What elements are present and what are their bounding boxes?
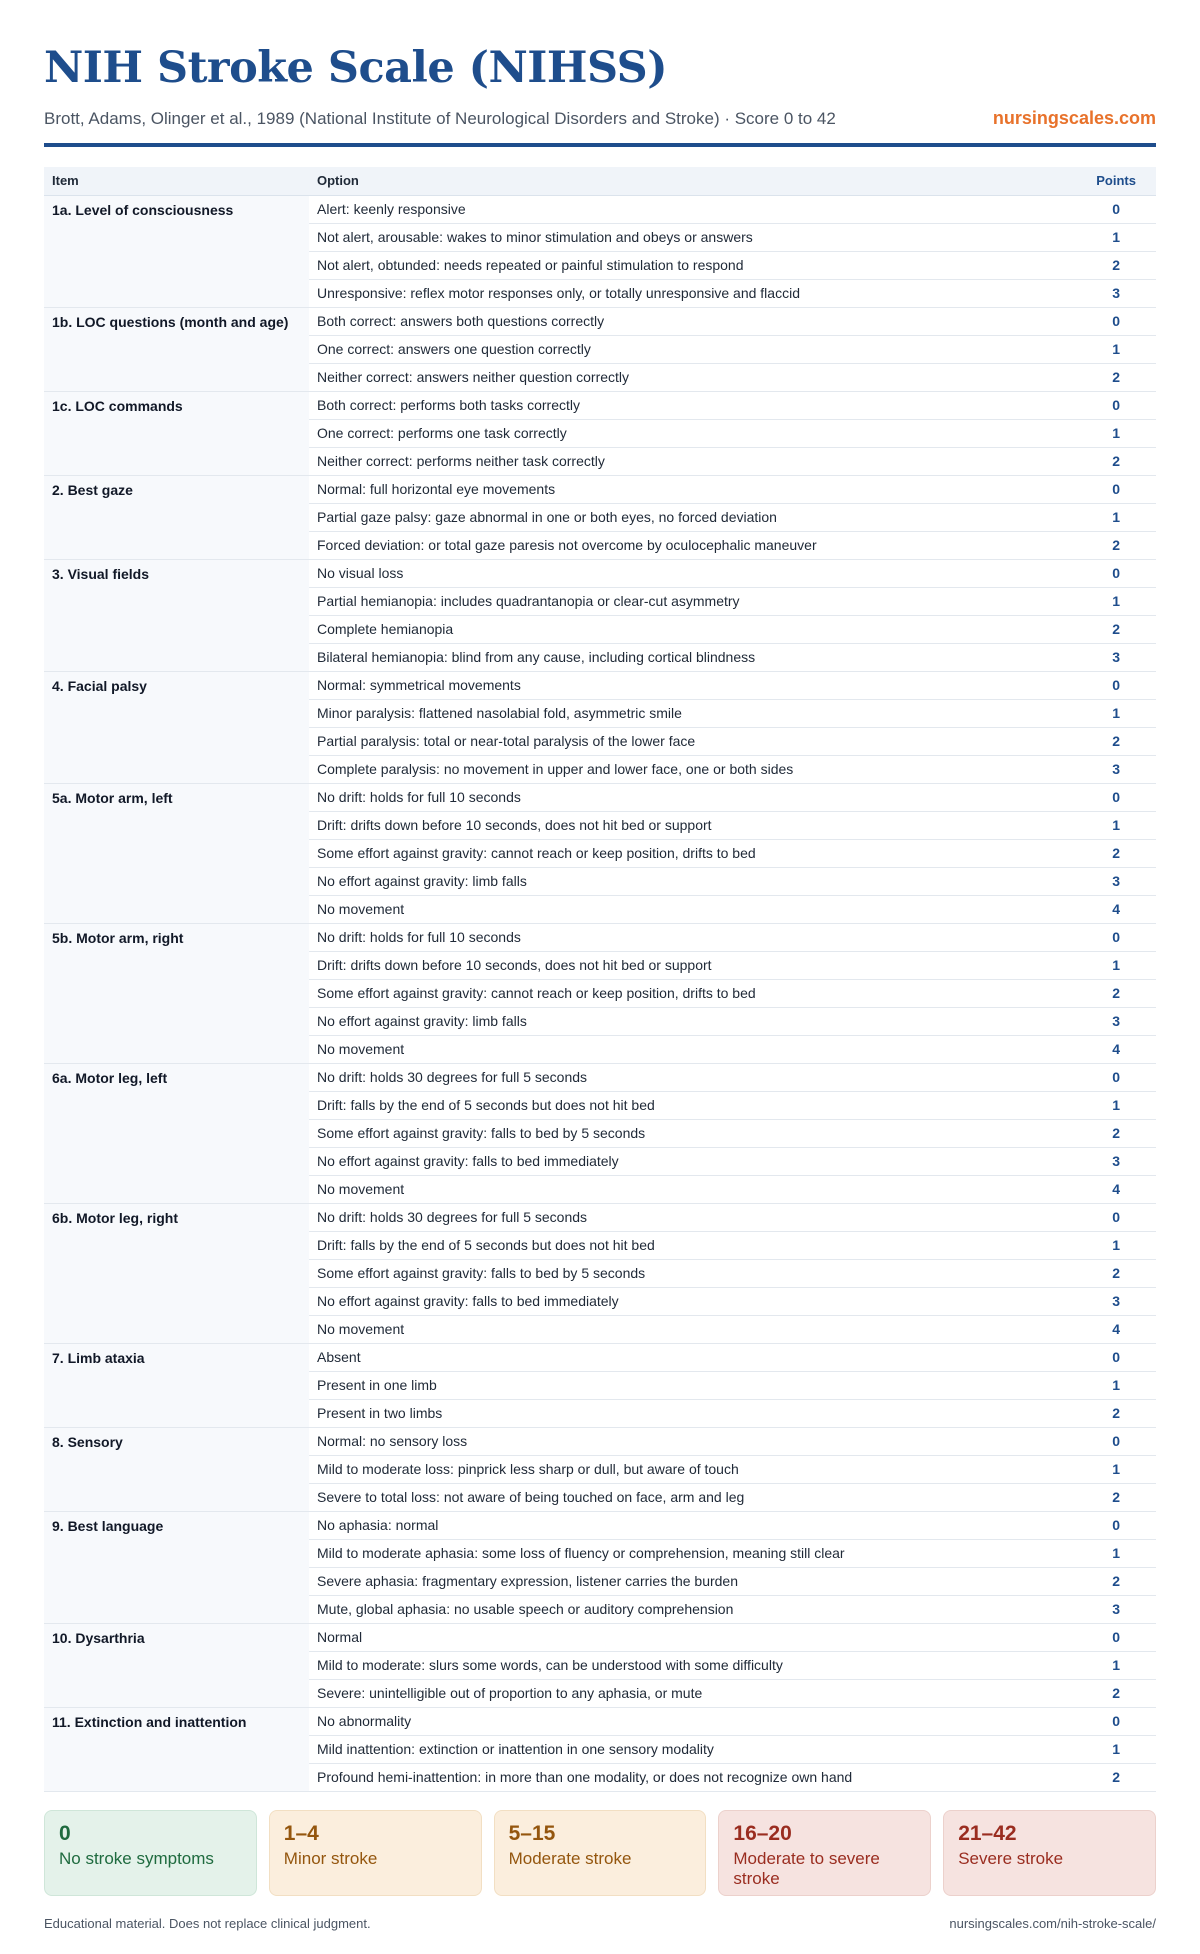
option-text: One correct: performs one task correctly xyxy=(309,419,1036,447)
option-text: Normal: full horizontal eye movements xyxy=(309,475,1036,503)
option-points: 1 xyxy=(1036,587,1156,615)
option-points: 2 xyxy=(1036,1259,1156,1287)
option-points: 0 xyxy=(1036,783,1156,811)
option-text: Both correct: performs both tasks correctly xyxy=(309,391,1036,419)
item-name: 11. Extinction and inattention xyxy=(44,1707,309,1791)
option-points: 4 xyxy=(1036,1175,1156,1203)
option-text: No aphasia: normal xyxy=(309,1511,1036,1539)
option-points: 2 xyxy=(1036,727,1156,755)
option-text: Present in one limb xyxy=(309,1371,1036,1399)
option-text: Partial gaze palsy: gaze abnormal in one or both eyes, no forced deviation xyxy=(309,503,1036,531)
option-text: Some effort against gravity: falls to bed by 5 seconds xyxy=(309,1119,1036,1147)
option-points: 2 xyxy=(1036,839,1156,867)
score-band-range: 21–42 xyxy=(958,1821,1017,1845)
option-text: Bilateral hemianopia: blind from any cause, including cortical blindness xyxy=(309,643,1036,671)
option-points: 0 xyxy=(1036,923,1156,951)
option-text: Normal: symmetrical movements xyxy=(309,671,1036,699)
score-band-label: No stroke symptoms xyxy=(59,1848,214,1868)
option-points: 0 xyxy=(1036,1623,1156,1651)
footer-disclaimer: Educational material. Does not replace clinical judgment. xyxy=(44,1915,371,1931)
option-points: 0 xyxy=(1036,1063,1156,1091)
option-text: Alert: keenly responsive xyxy=(309,195,1036,223)
option-text: Neither correct: answers neither question correctly xyxy=(309,363,1036,391)
option-text: Partial paralysis: total or near-total paralysis of the lower face xyxy=(309,727,1036,755)
option-points: 1 xyxy=(1036,811,1156,839)
score-band xyxy=(269,1810,482,1896)
option-points: 1 xyxy=(1036,223,1156,251)
score-band-range: 16–20 xyxy=(733,1821,792,1845)
item-name: 9. Best language xyxy=(44,1511,309,1623)
table-row xyxy=(44,1511,1156,1539)
option-text: No effort against gravity: falls to bed immediately xyxy=(309,1147,1036,1175)
score-bands xyxy=(44,1810,1156,1896)
option-points: 2 xyxy=(1036,1119,1156,1147)
option-points: 3 xyxy=(1036,755,1156,783)
score-band xyxy=(44,1810,257,1896)
table-row xyxy=(44,1623,1156,1651)
item-name: 1a. Level of consciousness xyxy=(44,195,309,307)
option-text: Complete hemianopia xyxy=(309,615,1036,643)
column-header-points: Points xyxy=(1036,167,1156,195)
option-text: Neither correct: performs neither task correctly xyxy=(309,447,1036,475)
item-name: 10. Dysarthria xyxy=(44,1623,309,1707)
subtitle-row xyxy=(44,108,1156,129)
item-name: 6b. Motor leg, right xyxy=(44,1203,309,1343)
option-points: 1 xyxy=(1036,1539,1156,1567)
table-row xyxy=(44,1707,1156,1735)
option-text: No effort against gravity: limb falls xyxy=(309,867,1036,895)
option-text: No movement xyxy=(309,1315,1036,1343)
option-text: Normal xyxy=(309,1623,1036,1651)
score-band-label: Moderate stroke xyxy=(508,1848,632,1868)
option-points: 2 xyxy=(1036,251,1156,279)
option-points: 2 xyxy=(1036,1679,1156,1707)
option-text: Some effort against gravity: falls to bed by 5 seconds xyxy=(309,1259,1036,1287)
option-points: 1 xyxy=(1036,699,1156,727)
option-points: 1 xyxy=(1036,951,1156,979)
option-text: Drift: falls by the end of 5 seconds but does not hit bed xyxy=(309,1231,1036,1259)
table-row xyxy=(44,1427,1156,1455)
option-text: Drift: falls by the end of 5 seconds but does not hit bed xyxy=(309,1091,1036,1119)
option-points: 3 xyxy=(1036,1147,1156,1175)
option-text: Severe: unintelligible out of proportion to any aphasia, or mute xyxy=(309,1679,1036,1707)
option-points: 2 xyxy=(1036,447,1156,475)
option-points: 1 xyxy=(1036,335,1156,363)
scale-table xyxy=(44,167,1156,1792)
option-text: Normal: no sensory loss xyxy=(309,1427,1036,1455)
option-points: 0 xyxy=(1036,1511,1156,1539)
option-text: Drift: drifts down before 10 seconds, does not hit bed or support xyxy=(309,811,1036,839)
option-text: Forced deviation: or total gaze paresis not overcome by oculocephalic maneuver xyxy=(309,531,1036,559)
score-band-range: 5–15 xyxy=(508,1821,556,1845)
option-text: Severe to total loss: not aware of being touched on face, arm and leg xyxy=(309,1483,1036,1511)
option-text: No movement xyxy=(309,1175,1036,1203)
option-points: 2 xyxy=(1036,1567,1156,1595)
option-text: Some effort against gravity: cannot reach or keep position, drifts to bed xyxy=(309,979,1036,1007)
option-points: 2 xyxy=(1036,531,1156,559)
option-text: No visual loss xyxy=(309,559,1036,587)
option-text: No drift: holds 30 degrees for full 5 seconds xyxy=(309,1203,1036,1231)
option-points: 2 xyxy=(1036,1483,1156,1511)
option-text: Mild to moderate aphasia: some loss of fluency or comprehension, meaning still clear xyxy=(309,1539,1036,1567)
option-text: Some effort against gravity: cannot reach or keep position, drifts to bed xyxy=(309,839,1036,867)
option-points: 4 xyxy=(1036,895,1156,923)
option-points: 0 xyxy=(1036,671,1156,699)
option-points: 0 xyxy=(1036,475,1156,503)
option-text: Complete paralysis: no movement in upper and lower face, one or both sides xyxy=(309,755,1036,783)
table-row xyxy=(44,1343,1156,1371)
table-row xyxy=(44,391,1156,419)
item-name: 5b. Motor arm, right xyxy=(44,923,309,1063)
score-band xyxy=(943,1810,1156,1896)
option-text: Absent xyxy=(309,1343,1036,1371)
score-band-label: Moderate to severe stroke xyxy=(733,1848,880,1888)
table-row xyxy=(44,1203,1156,1231)
option-points: 2 xyxy=(1036,1763,1156,1791)
option-text: Mild inattention: extinction or inattention in one sensory modality xyxy=(309,1735,1036,1763)
option-text: Mild to moderate: slurs some words, can be understood with some difficulty xyxy=(309,1651,1036,1679)
table-row xyxy=(44,671,1156,699)
option-text: Profound hemi-inattention: in more than one modality, or does not recognize own hand xyxy=(309,1763,1036,1791)
column-header-item: Item xyxy=(44,167,309,195)
item-name: 3. Visual fields xyxy=(44,559,309,671)
table-header xyxy=(44,167,1156,195)
table-row xyxy=(44,195,1156,223)
footer-url[interactable]: nursingscales.com/nih-stroke-scale/ xyxy=(949,1915,1156,1931)
option-points: 0 xyxy=(1036,1707,1156,1735)
option-text: No effort against gravity: limb falls xyxy=(309,1007,1036,1035)
option-text: Present in two limbs xyxy=(309,1399,1036,1427)
option-points: 0 xyxy=(1036,1343,1156,1371)
option-text: No effort against gravity: falls to bed immediately xyxy=(309,1287,1036,1315)
option-points: 1 xyxy=(1036,1735,1156,1763)
option-points: 1 xyxy=(1036,1455,1156,1483)
page-subtitle: Brott, Adams, Olinger et al., 1989 (National Institute of Neurological Disorders and Stroke) · Score 0 to 42 xyxy=(44,109,836,128)
option-points: 3 xyxy=(1036,1007,1156,1035)
option-points: 3 xyxy=(1036,867,1156,895)
option-points: 3 xyxy=(1036,1595,1156,1623)
option-points: 4 xyxy=(1036,1315,1156,1343)
column-header-option: Option xyxy=(309,167,1036,195)
score-band xyxy=(718,1810,931,1896)
table-row xyxy=(44,475,1156,503)
item-name: 4. Facial palsy xyxy=(44,671,309,783)
table-row xyxy=(44,923,1156,951)
option-points: 1 xyxy=(1036,1091,1156,1119)
option-points: 3 xyxy=(1036,643,1156,671)
header-divider xyxy=(44,143,1156,147)
option-points: 3 xyxy=(1036,279,1156,307)
option-text: No drift: holds 30 degrees for full 5 seconds xyxy=(309,1063,1036,1091)
option-points: 1 xyxy=(1036,1231,1156,1259)
option-text: No drift: holds for full 10 seconds xyxy=(309,783,1036,811)
option-points: 0 xyxy=(1036,195,1156,223)
score-band xyxy=(494,1810,707,1896)
option-points: 2 xyxy=(1036,363,1156,391)
table-row xyxy=(44,307,1156,335)
option-text: Mild to moderate loss: pinprick less sharp or dull, but aware of touch xyxy=(309,1455,1036,1483)
table-row xyxy=(44,1063,1156,1091)
option-points: 0 xyxy=(1036,559,1156,587)
option-text: Not alert, obtunded: needs repeated or painful stimulation to respond xyxy=(309,251,1036,279)
option-text: No movement xyxy=(309,895,1036,923)
option-points: 2 xyxy=(1036,615,1156,643)
option-points: 0 xyxy=(1036,307,1156,335)
option-text: No movement xyxy=(309,1035,1036,1063)
option-points: 1 xyxy=(1036,419,1156,447)
option-points: 4 xyxy=(1036,1035,1156,1063)
option-text: Minor paralysis: flattened nasolabial fold, asymmetric smile xyxy=(309,699,1036,727)
table-row xyxy=(44,559,1156,587)
option-text: No abnormality xyxy=(309,1707,1036,1735)
option-points: 2 xyxy=(1036,979,1156,1007)
item-name: 2. Best gaze xyxy=(44,475,309,559)
option-text: Mute, global aphasia: no usable speech or auditory comprehension xyxy=(309,1595,1036,1623)
footer xyxy=(44,1916,1156,1931)
option-points: 1 xyxy=(1036,1651,1156,1679)
score-band-label: Minor stroke xyxy=(283,1848,378,1868)
option-points: 0 xyxy=(1036,1427,1156,1455)
option-text: Partial hemianopia: includes quadrantanopia or clear-cut asymmetry xyxy=(309,587,1036,615)
score-band-range: 0 xyxy=(59,1821,71,1845)
item-name: 1c. LOC commands xyxy=(44,391,309,475)
item-name: 6a. Motor leg, left xyxy=(44,1063,309,1203)
table-row xyxy=(44,783,1156,811)
option-text: Severe aphasia: fragmentary expression, listener carries the burden xyxy=(309,1567,1036,1595)
option-points: 2 xyxy=(1036,1399,1156,1427)
option-text: Both correct: answers both questions correctly xyxy=(309,307,1036,335)
score-band-label: Severe stroke xyxy=(958,1848,1064,1868)
option-text: Drift: drifts down before 10 seconds, does not hit bed or support xyxy=(309,951,1036,979)
option-points: 0 xyxy=(1036,1203,1156,1231)
option-points: 1 xyxy=(1036,503,1156,531)
option-text: Unresponsive: reflex motor responses only, or totally unresponsive and flaccid xyxy=(309,279,1036,307)
table-body xyxy=(44,195,1156,1791)
option-text: No drift: holds for full 10 seconds xyxy=(309,923,1036,951)
item-name: 1b. LOC questions (month and age) xyxy=(44,307,309,391)
option-text: One correct: answers one question correctly xyxy=(309,335,1036,363)
option-points: 0 xyxy=(1036,391,1156,419)
brand-link[interactable]: nursingscales.com xyxy=(992,108,1156,128)
item-name: 8. Sensory xyxy=(44,1427,309,1511)
option-points: 3 xyxy=(1036,1287,1156,1315)
option-points: 1 xyxy=(1036,1371,1156,1399)
page-title: NIH Stroke Scale (NIHSS) xyxy=(44,43,668,93)
option-text: Not alert, arousable: wakes to minor stimulation and obeys or answers xyxy=(309,223,1036,251)
score-band-range: 1–4 xyxy=(283,1821,319,1845)
item-name: 5a. Motor arm, left xyxy=(44,783,309,923)
item-name: 7. Limb ataxia xyxy=(44,1343,309,1427)
